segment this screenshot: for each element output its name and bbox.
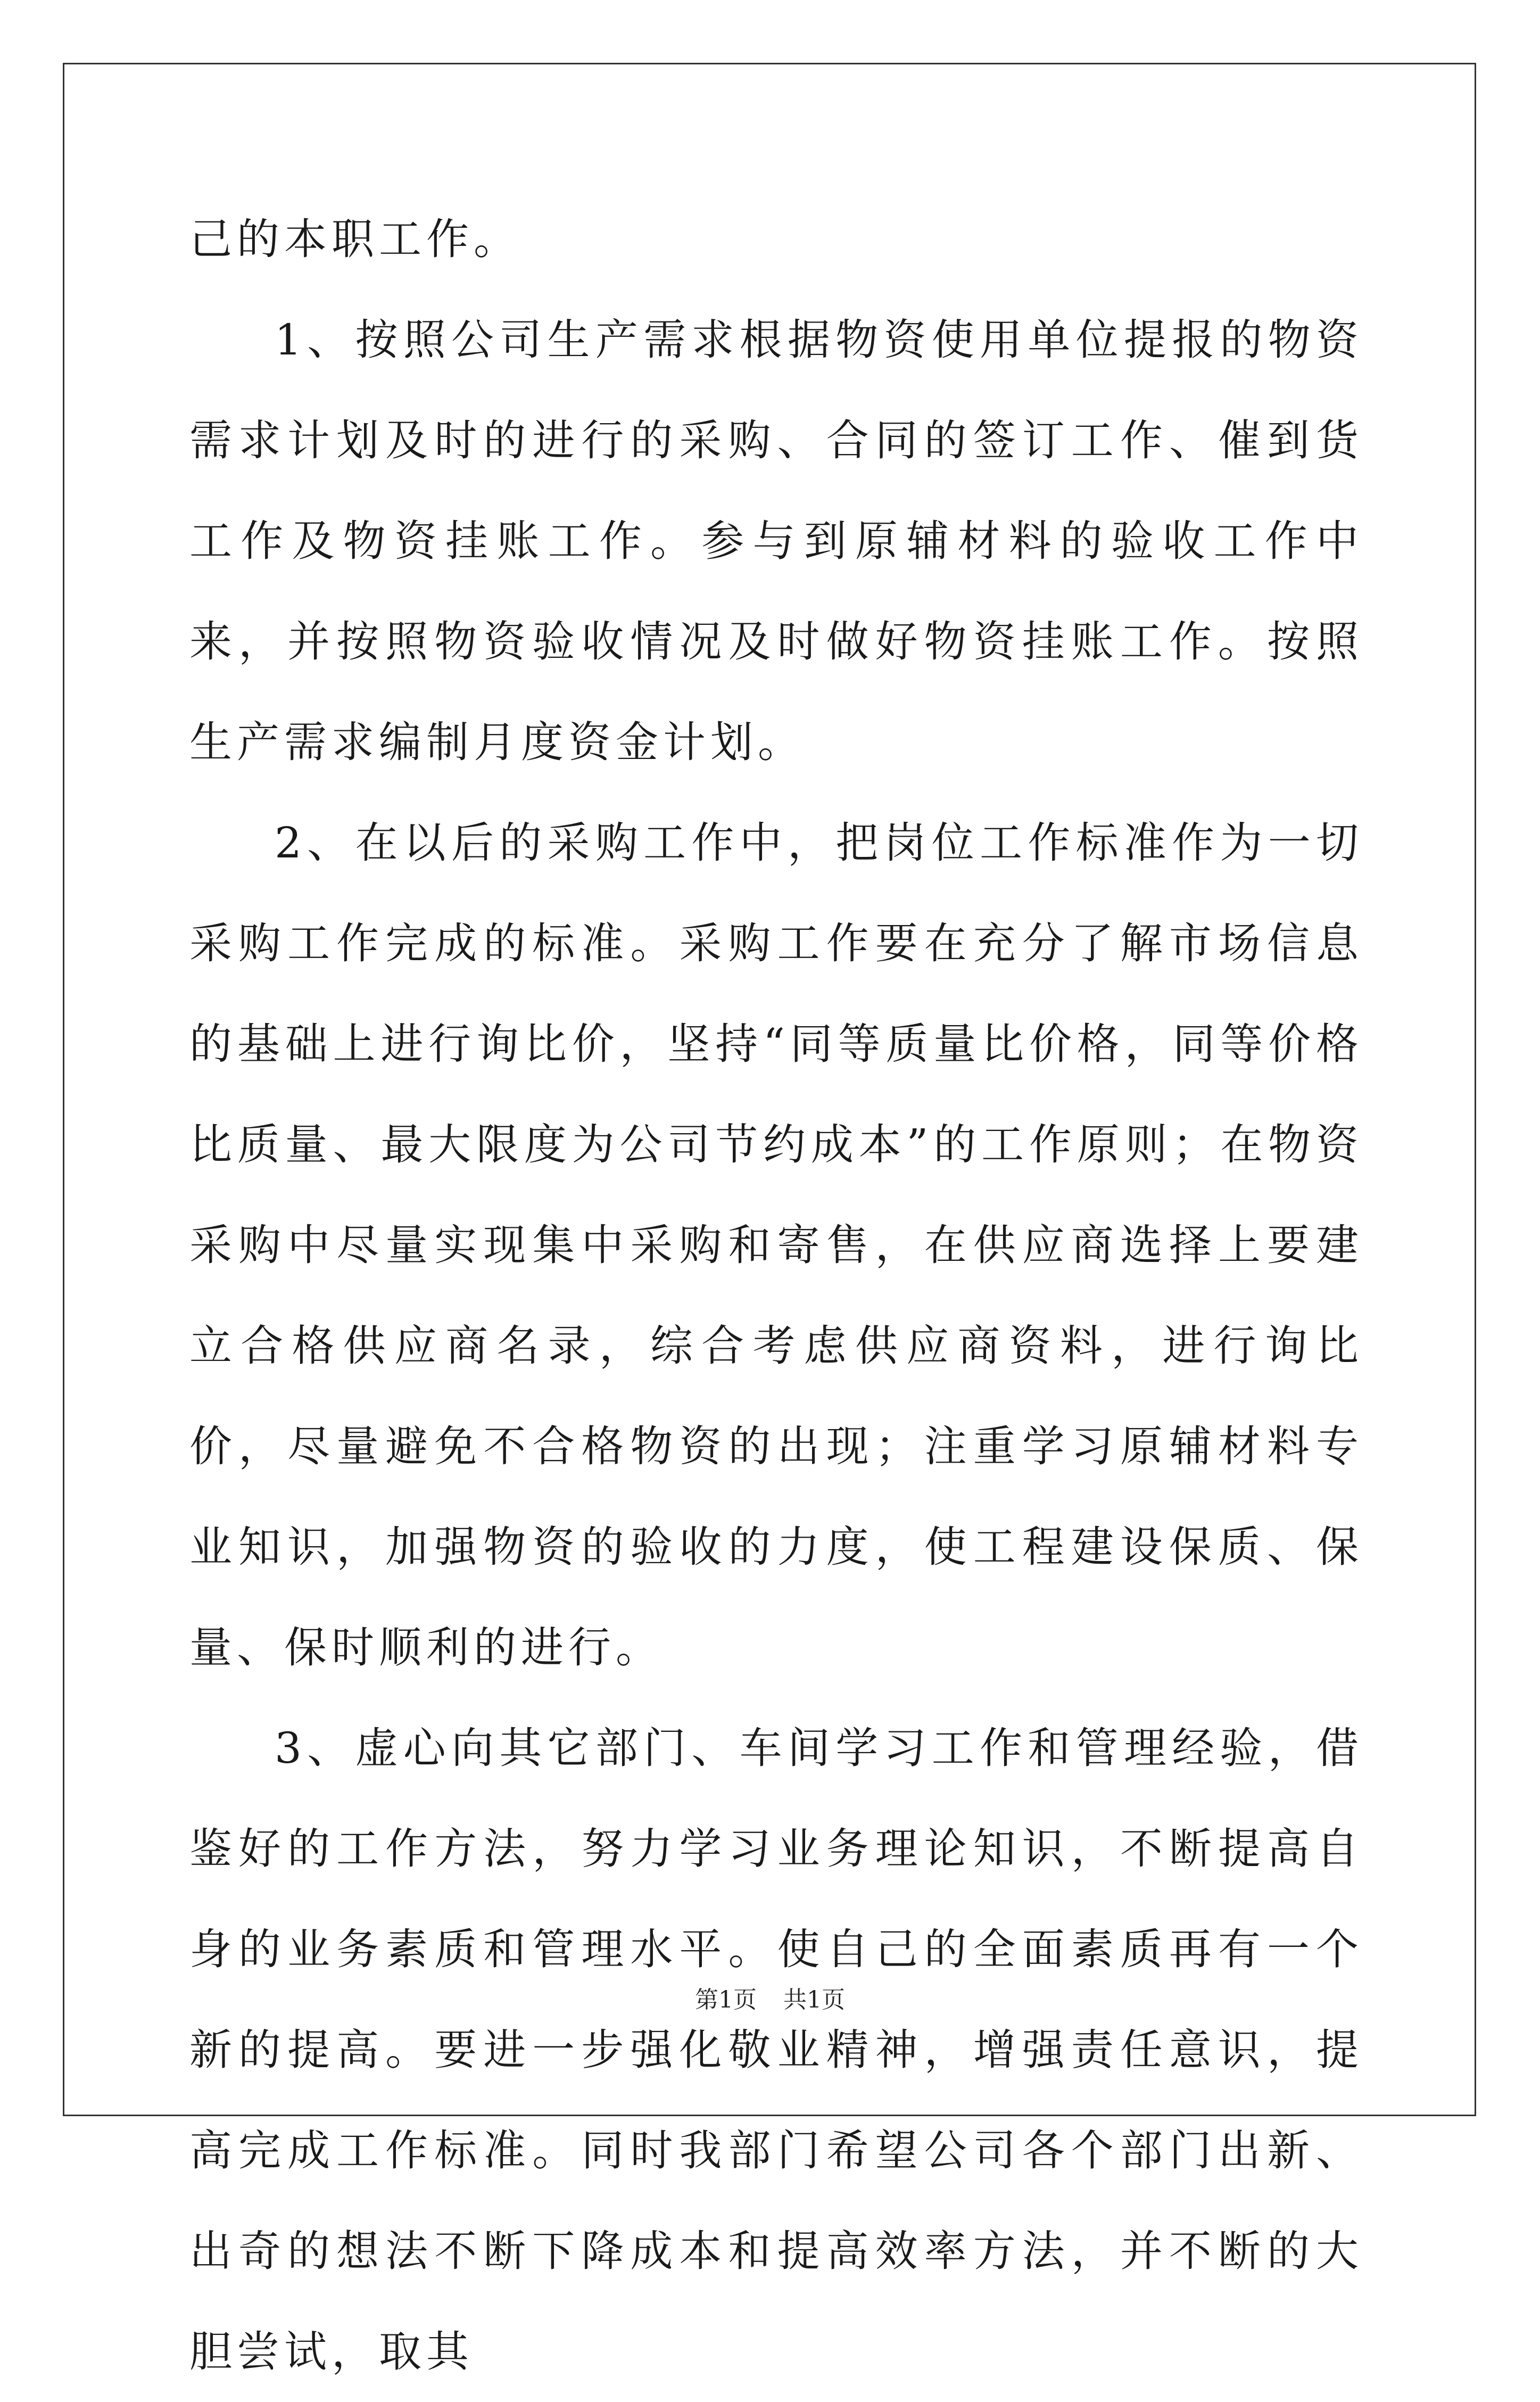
paragraph-1: 1、按照公司生产需求根据物资使用单位提报的物资需求计划及时的进行的采购、合同的签订工作、催到货工作及物资挂账工作。参与到原辅材料的验收工作中来，并按照物资验收情况及时做好物资挂账工作。按照生产需求编制月度资金计划。 <box>189 315 1363 767</box>
paragraph-0: 己的本职工作。 <box>189 214 521 264</box>
paragraph-3: 3、虚心向其它部门、车间学习工作和管理经验，借鉴好的工作方法，努力学习业务理论知识，不断提高自身的业务素质和管理水平。使自己的全面素质再有一个新的提高。要进一步强化敬业精神，增强责任意识，提高完成工作标准。同时我部门希望公司各个部门出新、出奇的想法不断下降成本和提高效率方法，并不断的大胆尝试，取其 <box>189 1723 1363 2376</box>
page-footer <box>0 1984 1540 2016</box>
page-number-total: 共1页 <box>783 1986 845 2013</box>
page-number-current: 第1页 <box>695 1986 757 2013</box>
paragraph-2: 2、在以后的采购工作中，把岗位工作标准作为一切采购工作完成的标准。采购工作要在充分了解市场信息的基础上进行询比价，坚持“同等质量比价格，同等价格比质量、最大限度为公司节约成本”的工作原则；在物资采购中尽量实现集中采购和寄售，在供应商选择上要建立合格供应商名录，综合考虑供应商资料，进行询比价，尽量避免不合格物资的出现；注重学习原辅材料专业知识，加强物资的验收的力度，使工程建设保质、保量、保时顺利的进行。 <box>189 818 1363 1672</box>
document-body <box>189 189 1363 2402</box>
